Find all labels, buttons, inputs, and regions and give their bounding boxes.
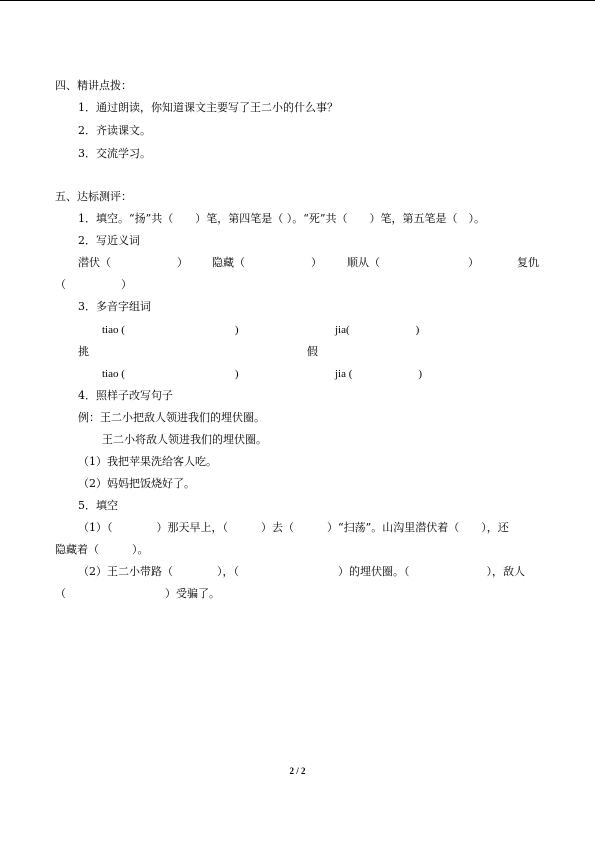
q2-word-3: 顺从（ ） bbox=[347, 256, 479, 269]
q3-tiao-1: tiao ( ) bbox=[102, 324, 239, 336]
q4-sentence-1: （1）我把苹果洗给客人吃。 bbox=[78, 455, 217, 468]
q2-word-4: 复仇 bbox=[517, 256, 539, 269]
section4-heading: 四、精讲点拨： bbox=[55, 79, 132, 92]
q3-char-jia: 假 bbox=[307, 345, 318, 358]
q3-tiao-2: tiao ( ) bbox=[102, 368, 239, 380]
q5-p1-line2: 隐藏着（ ）。 bbox=[55, 543, 149, 556]
q5-p2-line1: （2）王二小带路（ ），（ ）的埋伏圈。（ ），敌人 bbox=[78, 565, 525, 578]
q5-p1-line1: （1）（ ）那天早上，（ ）去（ ）“扫荡”。山沟里潜伏着（ ），还 bbox=[78, 521, 509, 534]
q2-wrap: （ ） bbox=[55, 278, 132, 291]
section4-item-3: 3．交流学习。 bbox=[78, 147, 151, 160]
q3-jia-1: jia( ) bbox=[335, 324, 420, 336]
q5-title: 5．填空 bbox=[78, 499, 118, 512]
q4-title: 4．照样子改写句子 bbox=[78, 389, 173, 402]
q3-char-tiao: 挑 bbox=[78, 345, 89, 358]
q4-sentence-2: （2）妈妈把饭烧好了。 bbox=[78, 477, 195, 490]
q3-jia-2: jia ( ) bbox=[335, 368, 423, 380]
page-top-border bbox=[0, 0, 595, 1]
q5-p2-line2: （ ）受骗了。 bbox=[55, 587, 220, 600]
q2-word-2: 隐藏（ ） bbox=[212, 256, 322, 269]
q1-fill-blanks: 1．填空。“扬”共（ ）笔，第四笔是（ ）。“死”共（ ）笔，第五笔是（ ）。 bbox=[78, 212, 485, 225]
q2-word-1: 潜伏（ ） bbox=[78, 256, 188, 269]
section4-item-2: 2．齐读课文。 bbox=[78, 124, 151, 137]
section4-item-1: 1．通过朗读，你知道课文主要写了王二小的什么事？ bbox=[78, 101, 338, 114]
q3-title: 3．多音字组词 bbox=[78, 300, 151, 313]
page-number: 2 / 2 bbox=[289, 766, 306, 776]
q4-example: 例：王二小把敌人领进我们的埋伏圈。 bbox=[78, 411, 265, 424]
section5-heading: 五、达标测评： bbox=[55, 190, 132, 203]
q2-title: 2．写近义词 bbox=[78, 234, 140, 247]
q4-example-answer: 王二小将敌人领进我们的埋伏圈。 bbox=[102, 433, 267, 446]
